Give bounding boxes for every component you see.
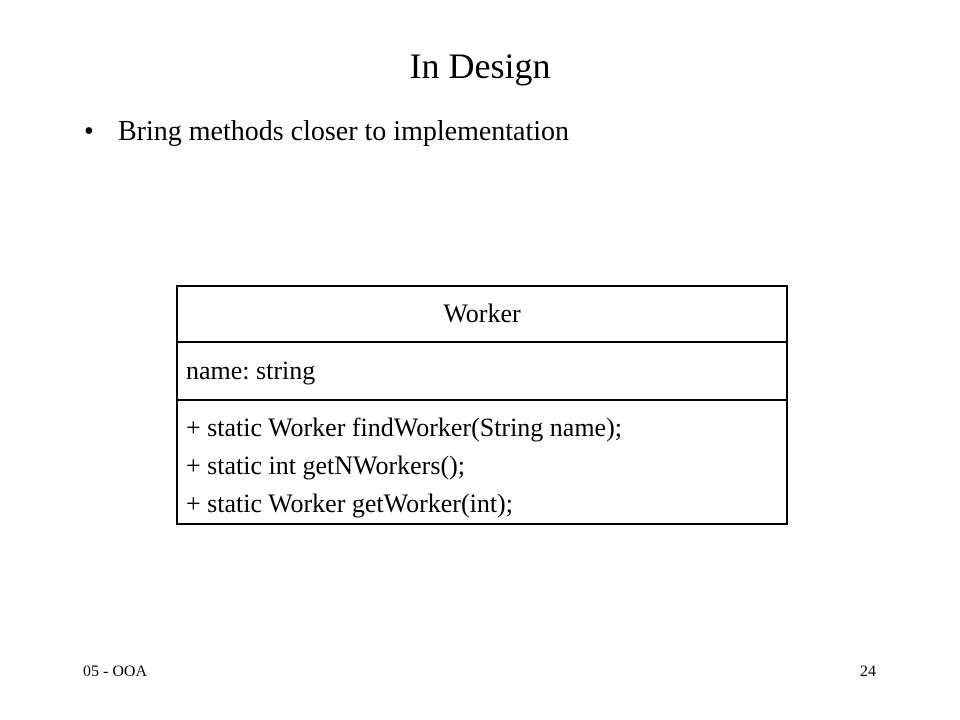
footer-section-label: 05 - OOA bbox=[83, 663, 147, 680]
uml-method: + static Worker findWorker(String name); bbox=[186, 413, 622, 442]
uml-attributes-section bbox=[178, 343, 786, 401]
uml-class-name: Worker bbox=[178, 287, 786, 343]
uml-methods-section bbox=[178, 401, 786, 523]
bullet-item bbox=[84, 114, 569, 150]
uml-class-box bbox=[176, 285, 788, 525]
uml-attribute: name: string bbox=[186, 356, 316, 386]
uml-method: + static Worker getWorker(int); bbox=[186, 489, 513, 518]
bullet-marker: • bbox=[84, 116, 94, 147]
page-number: 24 bbox=[860, 663, 876, 680]
uml-method: + static int getNWorkers(); bbox=[186, 451, 465, 480]
slide-title: In Design bbox=[409, 46, 551, 86]
bullet-text: Bring methods closer to implementation bbox=[118, 116, 570, 147]
